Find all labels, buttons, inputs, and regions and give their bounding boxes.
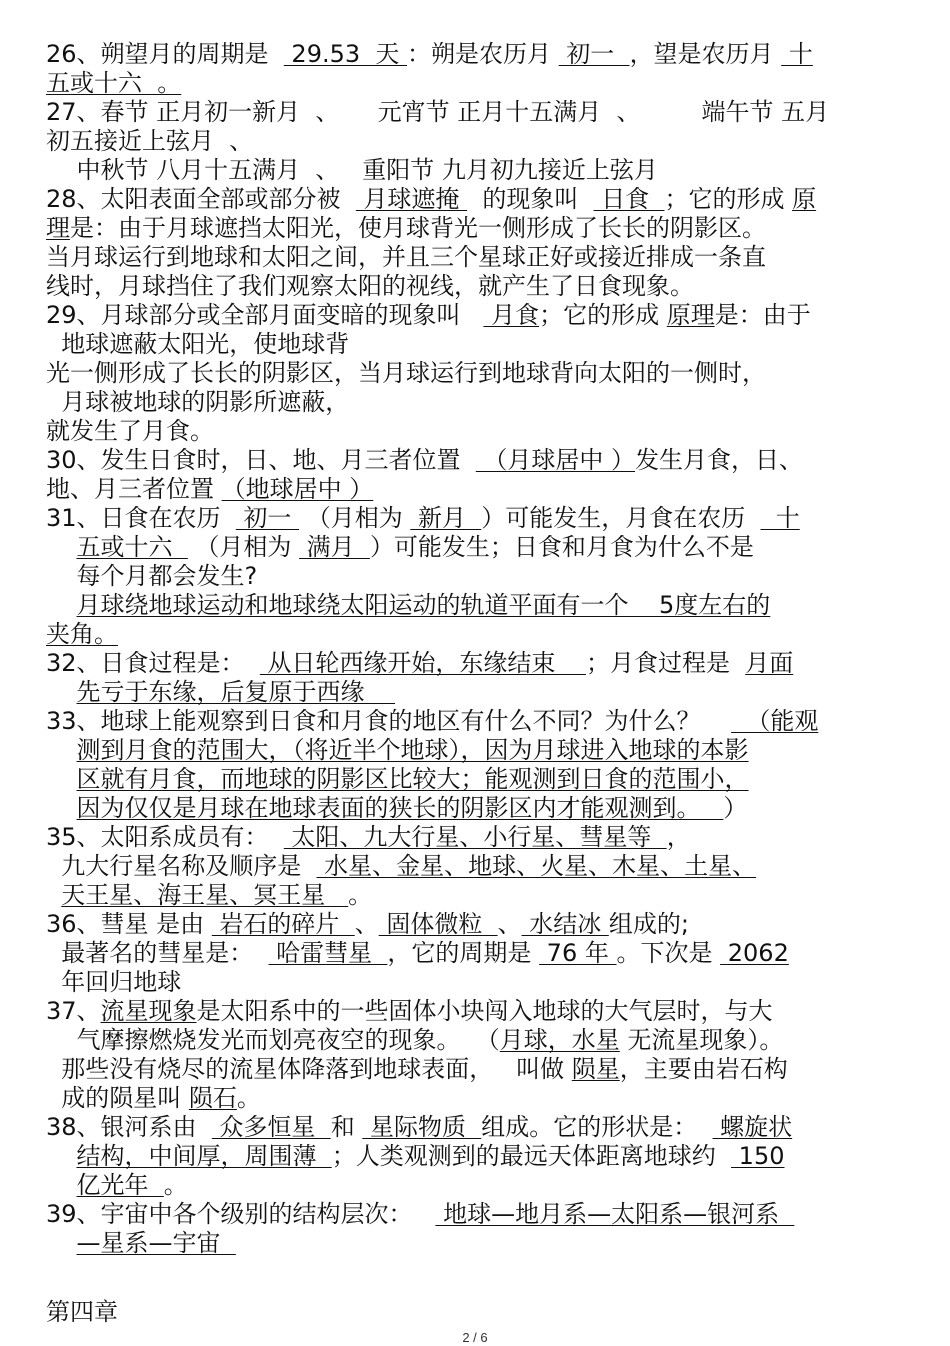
- text-span: 32、日食过程是：: [46, 649, 260, 677]
- text-line: [46, 127, 908, 156]
- answer-underline: 螺旋状: [712, 1113, 793, 1141]
- text-line: [46, 1171, 908, 1200]
- text-span: 中秋节 八月十五满月 、 重阳节 九月初九接近上弦月: [46, 156, 658, 184]
- text-line: [46, 881, 908, 910]
- text-span: 。: [236, 1084, 261, 1112]
- answer-underline: 测到月食的范围大，（将近半个地球），因为月球进入地球的本影: [76, 736, 749, 764]
- answer-underline: 满月: [299, 533, 370, 561]
- text-span: 地球遮蔽太阳光，使地球背: [46, 330, 350, 358]
- text-line: [46, 707, 908, 736]
- answer-underline: 十: [781, 40, 813, 68]
- answer-underline: 150: [731, 1142, 785, 1170]
- answer-underline: 五或十六: [76, 533, 188, 561]
- answer-underline: 众多恒星: [211, 1113, 331, 1141]
- text-line: [46, 533, 908, 562]
- answer-underline: 月面: [745, 649, 794, 677]
- answer-underline: 固体微粒: [378, 910, 498, 938]
- text-line: [46, 649, 908, 678]
- answer-underline: 岩石的碎片: [211, 910, 355, 938]
- document-page: [46, 40, 908, 1327]
- text-span: 每个月都会发生?: [46, 562, 258, 590]
- text-line: [46, 736, 908, 765]
- text-span: [46, 678, 77, 706]
- answer-underline: 天王星、海王星、冥王星: [61, 881, 349, 909]
- text-lines: [46, 40, 908, 1258]
- text-span: 38、银河系由: [46, 1113, 212, 1141]
- text-span: （月相为: [299, 504, 411, 532]
- text-line: [46, 69, 908, 98]
- text-span: 线时，月球挡住了我们观察太阳的视线，就产生了日食现象。: [46, 272, 694, 300]
- answer-underline: 五或十六 。: [46, 69, 182, 97]
- text-span: 是：由于: [714, 301, 811, 329]
- text-line: [46, 272, 908, 301]
- answer-underline: 太阳、九大行星、小行星、彗星等: [283, 823, 667, 851]
- text-span: 组成的;: [608, 910, 689, 938]
- text-line: [46, 98, 908, 127]
- text-span: 的现象叫: [467, 185, 594, 213]
- answer-underline: 星际物质: [362, 1113, 482, 1141]
- text-span: 27、春节 正月初一新月 、 元宵节 正月十五满月 、 端午节 五月: [46, 98, 830, 126]
- answer-underline: 从日轮西缘开始，东缘结束: [259, 649, 586, 677]
- text-line: [46, 185, 908, 214]
- answer-underline: 理: [46, 214, 70, 242]
- text-line: [46, 968, 908, 997]
- answer-underline: （月球居中 ）: [475, 446, 636, 474]
- text-line: [46, 852, 908, 881]
- text-span: [46, 794, 77, 822]
- text-span: 和: [330, 1113, 363, 1141]
- text-span: ；人类观测到的最远天体距离地球约: [331, 1142, 732, 1170]
- text-span: 33、地球上能观察到日食和月食的地区有什么不同？为什么？: [46, 707, 732, 735]
- text-span: ；月食过程是: [585, 649, 746, 677]
- text-line: [46, 1113, 908, 1142]
- text-span: 28、太阳表面全部或部分被: [46, 185, 356, 213]
- answer-underline: （能观: [731, 707, 819, 735]
- answer-underline: 日食: [593, 185, 665, 213]
- text-span: ）可能发生，月食在农历: [481, 504, 761, 532]
- text-line: [46, 40, 908, 69]
- text-line: [46, 591, 908, 620]
- answer-underline: 陨星: [571, 1055, 620, 1083]
- text-span: 。: [348, 881, 373, 909]
- text-span: 地、月三者位置: [46, 475, 222, 503]
- text-span: [46, 533, 77, 561]
- text-line: [46, 939, 908, 968]
- answer-underline: 月球绕地球运动和地球绕太阳运动的轨道平面有一个 5度左右的: [76, 591, 771, 619]
- text-span: 是：由于月球遮挡太阳光，使月球背光一侧形成了长长的阴影区。: [70, 214, 766, 242]
- text-line: [46, 620, 908, 649]
- text-span: 光一侧形成了长长的阴影区，当月球运行到地球背向太阳的一侧时，: [46, 359, 766, 387]
- text-span: [46, 1142, 77, 1170]
- text-span: 是太阳系中的一些固体小块闯入地球的大气层时，与大: [196, 997, 773, 1025]
- answer-underline: 区就有月食，而地球的阴影区比较大；能观测到日食的范围小，: [76, 765, 749, 793]
- answer-underline: 地球—地月系—太阳系—银河系: [435, 1200, 795, 1228]
- text-span: ；它的形成: [539, 301, 667, 329]
- text-line: [46, 678, 908, 707]
- text-span: 37、: [46, 997, 101, 1025]
- text-span: ，望是农历月: [629, 40, 782, 68]
- text-line: [46, 1055, 908, 1084]
- answer-underline: 亿光年: [76, 1171, 164, 1199]
- text-span: [46, 736, 77, 764]
- text-span: 35、太阳系成员有：: [46, 823, 284, 851]
- text-span: [46, 591, 77, 619]
- text-span: 31、日食在农历: [46, 504, 236, 532]
- text-span: ，主要由岩石构: [619, 1055, 788, 1083]
- text-line: [46, 243, 908, 272]
- chapter-heading: 第四章: [46, 1298, 118, 1326]
- text-span: 。下次是: [616, 939, 721, 967]
- text-span: 发生月食，日、: [635, 446, 804, 474]
- text-line: [46, 504, 908, 533]
- text-line: [46, 359, 908, 388]
- answer-underline: （地球居中 ）: [221, 475, 374, 503]
- text-span: 、: [497, 910, 522, 938]
- text-line: [46, 1142, 908, 1171]
- text-line: [46, 214, 908, 243]
- text-line: [46, 765, 908, 794]
- text-line: [46, 388, 908, 417]
- answer-underline: 2062: [720, 939, 789, 967]
- text-span: ，: [666, 823, 691, 851]
- answer-underline: 月球，水星: [499, 1026, 620, 1054]
- text-span: [46, 1171, 77, 1199]
- answer-underline: 因为仅仅是月球在地球表面的狭长的阴影区内才能观测到。: [76, 794, 724, 822]
- text-span: 当月球运行到地球和太阳之间，并且三个星球正好或接近排成一条直: [46, 243, 766, 271]
- answer-underline: 夹角。: [46, 620, 118, 648]
- text-span: 、: [354, 910, 379, 938]
- text-span: 26、朔望月的周期是: [46, 40, 284, 68]
- text-span: 年回归地球: [46, 968, 182, 996]
- text-line: [46, 1026, 908, 1055]
- text-line: [46, 301, 908, 330]
- text-line: [46, 1200, 908, 1229]
- text-line: [46, 475, 908, 504]
- answer-underline: 水星、金星、地球、火星、木星、土星、: [316, 852, 757, 880]
- text-line: [46, 1229, 908, 1258]
- text-span: （月相为: [187, 533, 300, 561]
- text-span: 组成。它的形状是：: [481, 1113, 713, 1141]
- answer-underline: 76 年: [539, 939, 617, 967]
- text-line: [46, 562, 908, 591]
- answer-underline: 新月: [410, 504, 482, 532]
- text-span: 九大行星名称及顺序是: [46, 852, 317, 880]
- text-span: 。: [163, 1171, 188, 1199]
- text-span: 气摩擦燃烧发光而划亮夜空的现象。 （: [46, 1026, 500, 1054]
- answer-underline: 流星现象: [100, 997, 197, 1025]
- text-span: ；它的形成: [664, 185, 793, 213]
- text-span: 最著名的彗星是：: [46, 939, 269, 967]
- text-span: 39、宇宙中各个级别的结构层次：: [46, 1200, 436, 1228]
- answer-underline: 陨石: [188, 1084, 237, 1112]
- answer-underline: 原: [792, 185, 817, 213]
- text-span: 无流星现象）。: [619, 1026, 784, 1054]
- text-span: 29、月球部分或全部月面变暗的现象叫: [46, 301, 484, 329]
- text-line: [46, 823, 908, 852]
- answer-underline: 十: [760, 504, 800, 532]
- answer-underline: 结构，中间厚，周围薄: [76, 1142, 332, 1170]
- text-span: 36、彗星 是由: [46, 910, 212, 938]
- text-line: [46, 1084, 908, 1113]
- text-line: [46, 156, 908, 185]
- text-line: [46, 446, 908, 475]
- text-span: ）: [723, 794, 748, 822]
- answer-underline: 先亏于东缘，后复原于西缘: [76, 678, 396, 706]
- answer-underline: 初一: [558, 40, 630, 68]
- text-span: ：朔是农历月: [407, 40, 559, 68]
- text-span: 就发生了月食。: [46, 417, 214, 445]
- text-span: 30、发生日食时，日、地、月三者位置: [46, 446, 476, 474]
- text-span: 那些没有烧尽的流星体降落到地球表面， 叫做: [46, 1055, 572, 1083]
- answer-underline: 原理: [666, 301, 715, 329]
- text-span: ）可能发生；日食和月食为什么不是: [369, 533, 754, 561]
- answer-underline: 月球遮掩: [355, 185, 468, 213]
- answer-underline: 水结冰: [521, 910, 609, 938]
- answer-underline: 29.53 天: [283, 40, 408, 68]
- text-line: [46, 794, 908, 823]
- text-span: [46, 1229, 77, 1257]
- text-line: [46, 417, 908, 446]
- text-span: 成的陨星叫: [46, 1084, 189, 1112]
- text-span: ，它的周期是: [387, 939, 540, 967]
- text-line: [46, 330, 908, 359]
- text-span: 初五接近上弦月 、: [46, 127, 254, 155]
- answer-underline: 哈雷彗星: [268, 939, 388, 967]
- answer-underline: —星系—宇宙: [76, 1229, 236, 1257]
- text-line: [46, 910, 908, 939]
- text-line: [46, 997, 908, 1026]
- answer-underline: 初一: [235, 504, 300, 532]
- text-span: [46, 765, 77, 793]
- page-number: 2 / 6: [462, 1330, 488, 1345]
- text-span: [46, 881, 61, 909]
- text-span: 月球被地球的阴影所遮蔽，: [46, 388, 350, 416]
- answer-underline: 月食: [483, 301, 540, 329]
